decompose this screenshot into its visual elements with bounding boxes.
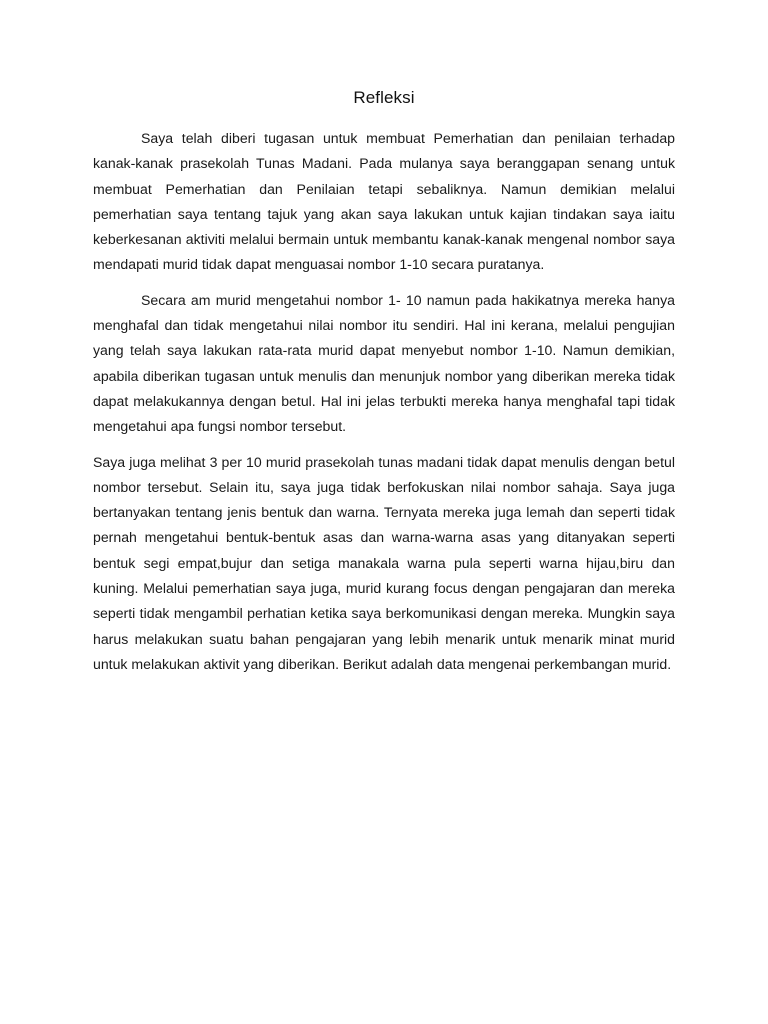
document-title: Refleksi — [353, 88, 415, 107]
paragraph-2: Secara am murid mengetahui nombor 1- 10 namun pada hakikatnya mereka hanya menghafal dan tidak mengetahui nilai nombor itu sendiri. Hal ini kerana, melalui pengujian yang telah saya lakukan rata-rata murid dapat menyebut nombor 1-10. Namun demikian, apabila diberikan tugasan untuk menulis dan menunjuk nombor yang diberikan mereka tidak dapat melakukannya dengan betul. Hal ini jelas terbukti mereka hanya menghafal tapi tidak mengetahui apa fungsi nombor tersebut. — [93, 291, 675, 435]
paragraph-1: Saya telah diberi tugasan untuk membuat Pemerhatian dan penilaian terhadap kanak-kanak prasekolah Tunas Madani. Pada mulanya saya beranggapan senang untuk membuat Pemerhatian dan Penilaian tetapi sebaliknya. Namun demikian melalui pemerhatian saya tentang tajuk yang akan saya lakukan untuk kajian tindakan saya iaitu keberkesanan aktiviti melalui bermain untuk membantu kanak-kanak mengenal nombor saya mendapati murid tidak dapat menguasai nombor 1-10 secara puratanya. — [93, 130, 675, 273]
paragraph-3: Saya juga melihat 3 per 10 murid prasekolah tunas madani tidak dapat menulis dengan betul nombor tersebut. Selain itu, saya juga tidak berfokuskan nilai nombor sahaja. Saya juga bertanyakan tentang jenis bentuk dan warna. Ternyata mereka juga lemah dan seperti tidak pernah mengetahui bentuk-bentuk asas dan warna-warna asas yang ditanyakan seperti bentuk segi empat,bujur dan setiga manakala warna pula seperti warna hijau,biru dan kuning. Melalui pemerhatian saya juga, murid kurang focus dengan pengajaran dan mereka seperti tidak mengambil perhatian ketika saya berkomunikasi dengan mereka. Mungkin saya harus melakukan suatu bahan pengajaran yang lebih menarik untuk menarik minat murid untuk melakukan aktivit yang diberikan. Berikut adalah data mengenai perkembangan murid. — [93, 453, 675, 672]
document-body — [93, 126, 675, 687]
